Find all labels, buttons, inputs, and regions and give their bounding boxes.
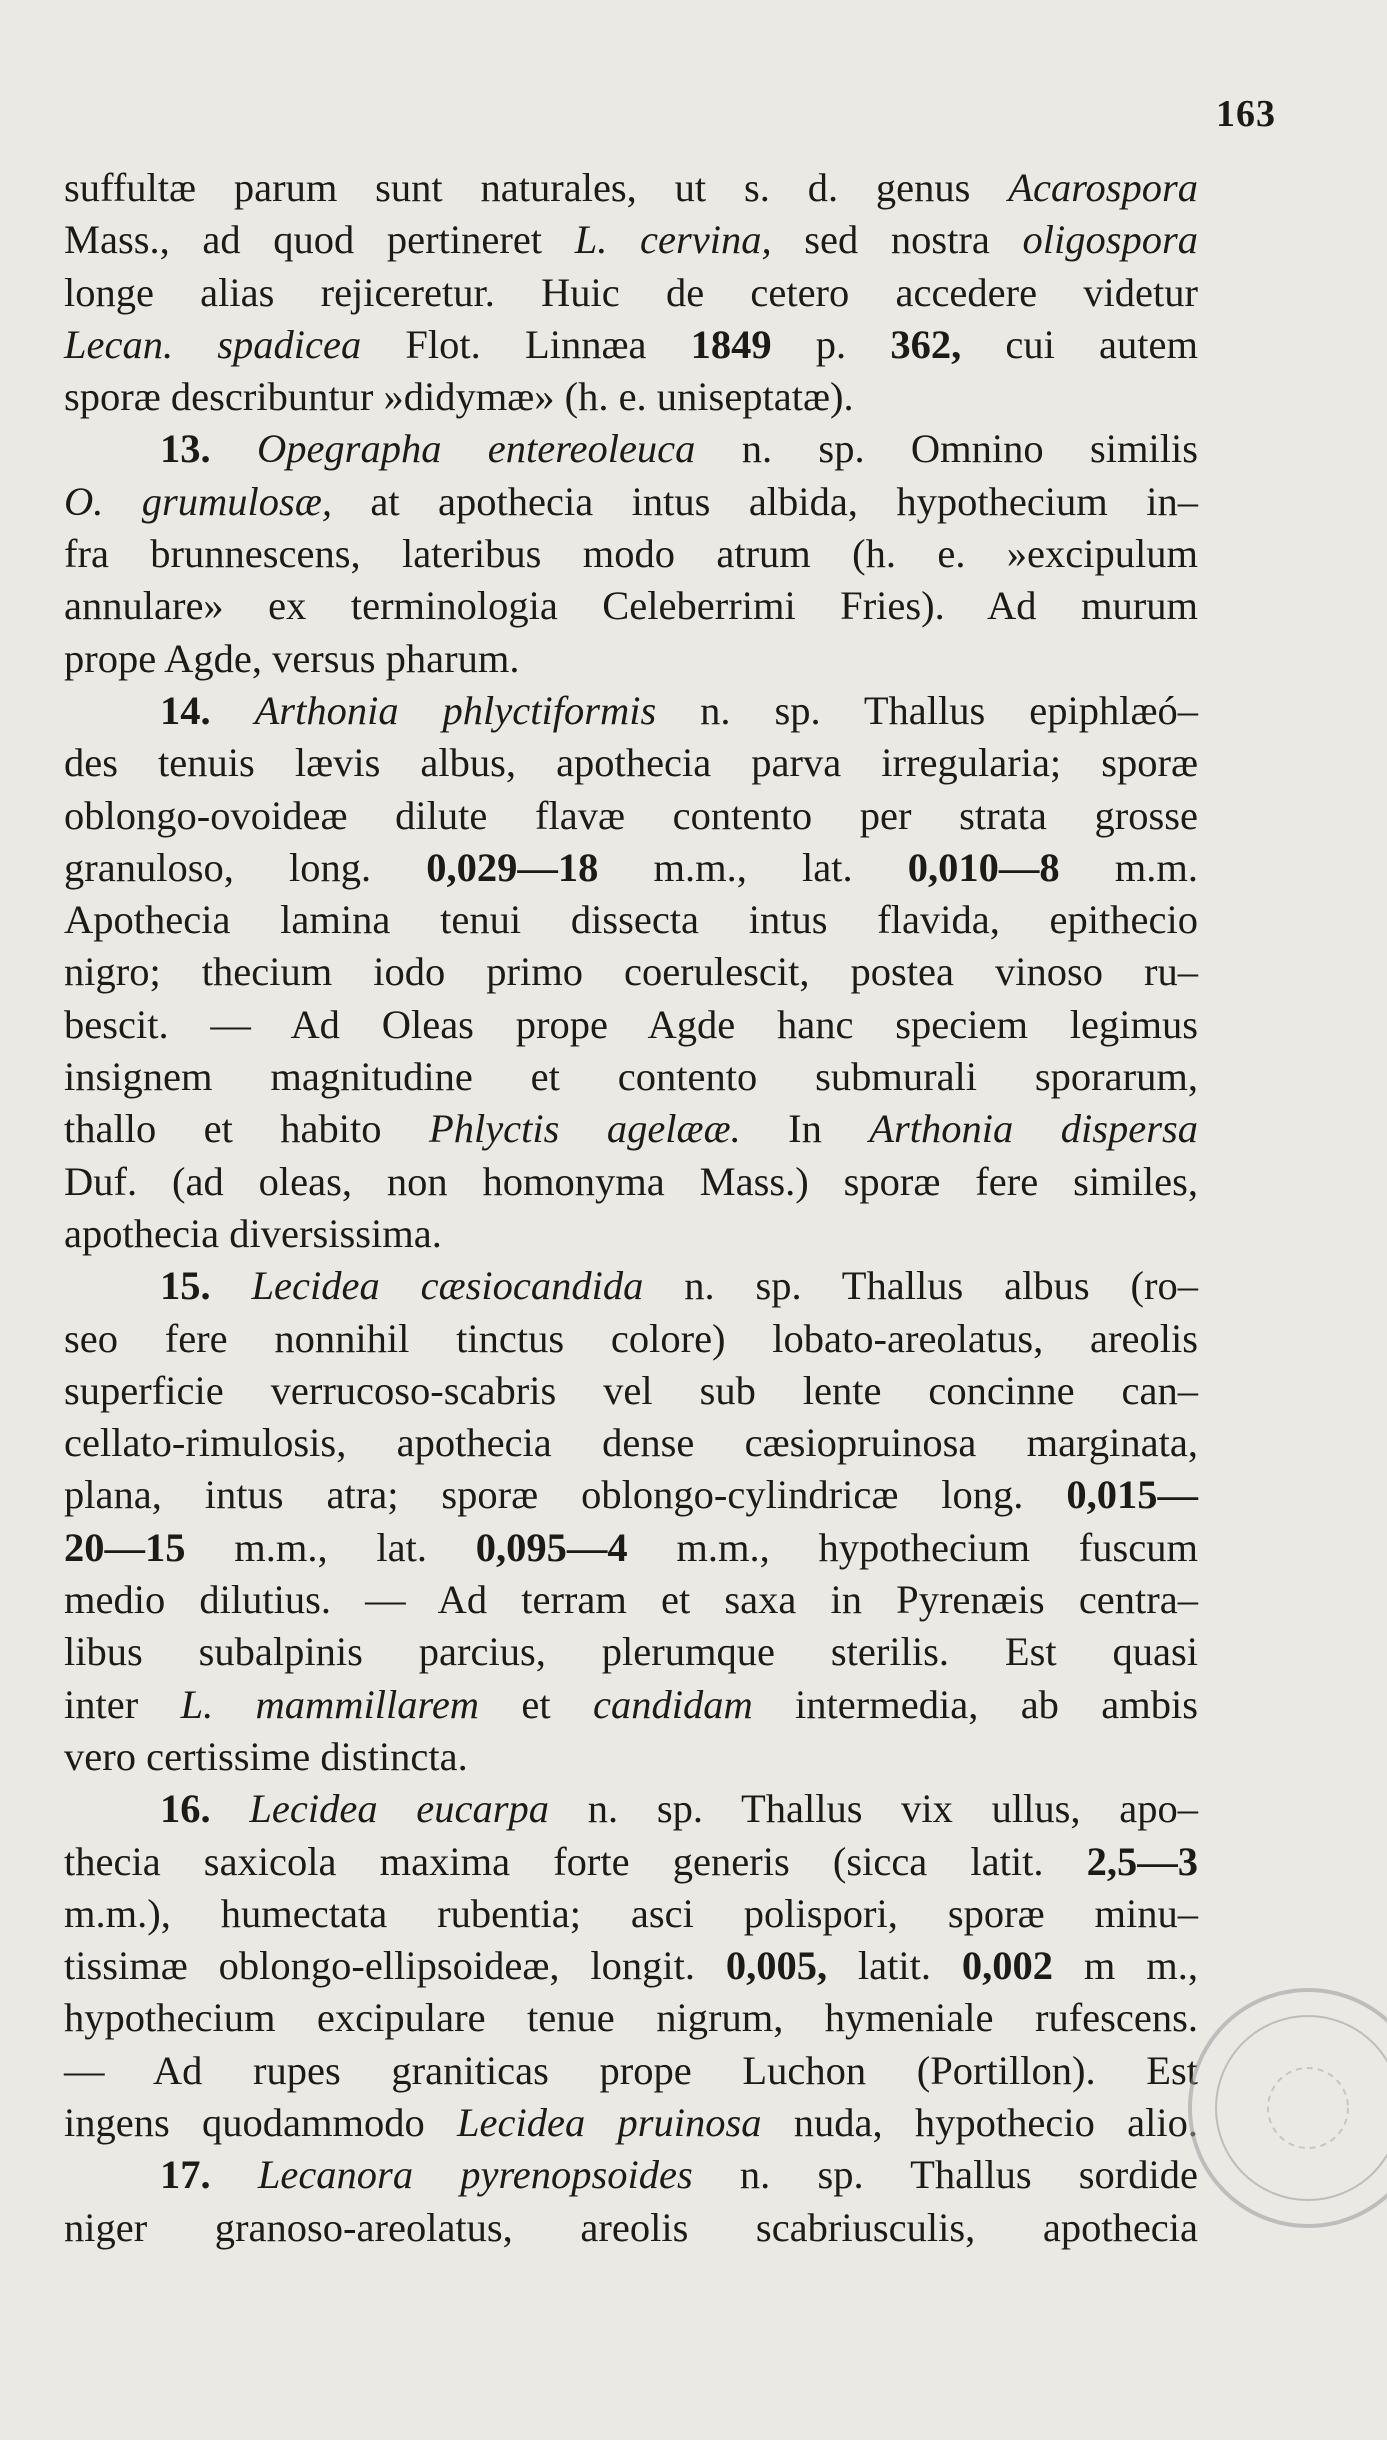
text-run: superficie verrucoso-scabris vel sub lente concinne can–	[64, 1367, 1198, 1413]
bold-number: 0,005,	[725, 1943, 828, 1989]
text-run: Apothecia lamina tenui dissecta intus flavida, epithecio	[64, 897, 1198, 943]
text-run: m m.,	[1053, 1943, 1198, 1989]
text-line	[64, 737, 1198, 789]
text-run: n. sp. Thallus albus (ro–	[643, 1263, 1198, 1309]
text-run: sed nostra	[771, 217, 1023, 263]
text-line	[64, 1051, 1198, 1103]
text-run: nuda, hypothecio alio.	[761, 2099, 1198, 2145]
text-run: apothecia diversissima.	[64, 1210, 442, 1256]
italic-text: Lecidea cæsiocandida	[251, 1263, 644, 1309]
text-run: n. sp. Omnino similis	[695, 426, 1198, 472]
text-line	[64, 1417, 1198, 1469]
italic-text: Acarospora	[1008, 165, 1198, 210]
text-line	[64, 1313, 1198, 1365]
italic-text: candidam	[592, 1681, 753, 1727]
text-line	[64, 2149, 1198, 2201]
text-line	[64, 2045, 1198, 2097]
body-text	[64, 162, 1198, 2254]
text-run: Duf. (ad oleas, non homonyma Mass.) sporæ fere similes,	[64, 1158, 1198, 1204]
text-run: et	[479, 1681, 593, 1727]
text-line	[64, 162, 1198, 214]
text-line	[64, 790, 1198, 842]
text-line	[64, 1365, 1198, 1417]
text-run: m.m.	[1059, 844, 1198, 890]
bold-number: 362,	[890, 321, 962, 367]
text-line	[64, 1208, 1198, 1260]
text-run: m.m., hypothecium fuscum	[627, 1524, 1198, 1570]
text-run: inter	[64, 1681, 181, 1727]
text-run: ingens quodammodo	[64, 2099, 458, 2145]
text-run: longe alias rejiceretur. Huic de cetero accedere videtur	[64, 269, 1198, 315]
text-run: n. sp. Thallus epiphlæó–	[656, 687, 1198, 733]
text-line	[64, 1260, 1198, 1312]
italic-text: Phlyctis agelææ.	[428, 1106, 741, 1152]
text-run: niger granoso-areolatus, areolis scabriusculis, apothecia	[64, 2204, 1198, 2250]
text-run: libus subalpinis parcius, plerumque sterilis. Est quasi	[64, 1629, 1198, 1675]
text-run: sporæ describuntur »didymæ» (h. e. uniseptatæ).	[64, 374, 854, 420]
text-line	[64, 2097, 1198, 2149]
bold-number: 15.	[160, 1263, 211, 1309]
text-run	[211, 1786, 250, 1831]
text-run: nigro; thecium iodo primo coerulescit, postea vinoso ru–	[64, 949, 1198, 995]
library-stamp-icon	[1178, 1978, 1387, 2238]
text-run: thallo et habito	[64, 1106, 429, 1152]
bold-number: 0,010—8	[907, 844, 1060, 890]
bold-number: 16.	[160, 1786, 211, 1832]
bold-number: 20—15	[64, 1524, 186, 1570]
bold-number: 0,095—4	[475, 1524, 628, 1570]
text-line	[64, 1731, 1198, 1783]
bold-number: 17.	[160, 2152, 211, 2198]
text-run: prope Agde, versus pharum.	[64, 635, 520, 681]
text-line	[64, 423, 1198, 475]
text-line	[64, 842, 1198, 894]
text-line	[64, 1156, 1198, 1208]
text-run: n. sp. Thallus vix ullus, apo–	[549, 1786, 1199, 1832]
bold-number: 0,002	[961, 1943, 1054, 1989]
italic-text: Arthonia dispersa	[869, 1106, 1198, 1152]
text-line	[64, 476, 1198, 528]
text-line	[64, 2202, 1198, 2254]
text-run: bescit. — Ad Oleas prope Agde hanc speciem legimus	[64, 1001, 1198, 1047]
text-run: suffultæ parum sunt naturales, ut s. d. genus	[64, 165, 1009, 210]
text-line	[64, 946, 1198, 998]
text-run: n. sp. Thallus sordide	[692, 2152, 1199, 2198]
text-run: Flot. Linnæa	[361, 321, 691, 367]
text-run	[211, 688, 255, 733]
text-run	[211, 1263, 252, 1308]
bold-number: 1849	[690, 321, 772, 367]
bold-number: 0,029—18	[426, 844, 599, 890]
text-line	[64, 319, 1198, 371]
text-line	[64, 1940, 1198, 1992]
text-run: — Ad rupes graniticas prope Luchon (Portillon). Est	[64, 2047, 1198, 2093]
bold-number: 0,015—	[1066, 1472, 1198, 1518]
text-line	[64, 1679, 1198, 1731]
italic-text: L. cervina,	[574, 217, 772, 263]
text-run: Mass., ad quod pertineret	[64, 217, 575, 263]
text-run: des tenuis lævis albus, apothecia parva irregularia; sporæ	[64, 740, 1198, 786]
italic-text: Opegrapha entereoleuca	[256, 426, 696, 472]
text-line	[64, 894, 1198, 946]
text-run: In	[740, 1106, 870, 1152]
bold-number: 14.	[160, 687, 211, 733]
text-line	[64, 371, 1198, 423]
text-run: m.m., lat.	[185, 1524, 476, 1570]
italic-text: Lecan. spadicea	[64, 321, 362, 367]
text-line	[64, 1522, 1198, 1574]
italic-text: L. mammillarem	[180, 1681, 480, 1727]
text-run: intermedia, ab ambis	[752, 1681, 1198, 1727]
italic-text: Lecanora pyrenopsoides	[257, 2152, 693, 2198]
bold-number: 2,5—3	[1086, 1838, 1198, 1884]
text-line	[64, 1574, 1198, 1626]
text-line	[64, 685, 1198, 737]
italic-text: Lecidea eucarpa	[249, 1786, 550, 1832]
text-line	[64, 1783, 1198, 1835]
text-run: vero certissime distincta.	[64, 1733, 468, 1779]
text-run: m.m.), humectata rubentia; asci polispori, sporæ minu–	[64, 1890, 1198, 1936]
page-number: 163	[1216, 93, 1276, 135]
text-line	[64, 528, 1198, 580]
text-run	[211, 426, 257, 471]
text-run: m.m., lat.	[598, 844, 908, 890]
italic-text: Lecidea pruinosa	[457, 2099, 762, 2145]
text-run: insignem magnitudine et contento submurali sporarum,	[64, 1054, 1198, 1100]
text-run: fra brunnescens, lateribus modo atrum (h. e. »excipulum	[64, 531, 1198, 577]
text-run: tissimæ oblongo-ellipsoideæ, longit.	[64, 1943, 726, 1989]
italic-text: oligospora	[1022, 217, 1198, 263]
text-run: plana, intus atra; sporæ oblongo-cylindricæ long.	[64, 1472, 1067, 1518]
text-run: annulare» ex terminologia Celeberrimi Fries). Ad murum	[64, 583, 1198, 629]
text-line	[64, 1103, 1198, 1155]
italic-text: O. grumulosæ,	[64, 478, 332, 524]
text-run: seo fere nonnihil tinctus colore) lobato-areolatus, areolis	[64, 1315, 1198, 1361]
text-run: cellato-rimulosis, apothecia dense cæsiopruinosa marginata,	[64, 1420, 1198, 1466]
text-line	[64, 1469, 1198, 1521]
text-line	[64, 633, 1198, 685]
text-line	[64, 267, 1198, 319]
text-run: granuloso, long.	[64, 844, 427, 890]
text-line	[64, 1836, 1198, 1888]
text-line	[64, 580, 1198, 632]
text-line	[64, 1992, 1198, 2044]
text-run	[211, 2152, 258, 2197]
text-run: p.	[771, 321, 891, 367]
text-run: latit.	[827, 1943, 962, 1989]
text-run: hypothecium excipulare tenue nigrum, hymeniale rufescens.	[64, 1995, 1198, 2041]
text-line	[64, 214, 1198, 266]
bold-number: 13.	[160, 426, 211, 472]
text-run: thecia saxicola maxima forte generis (sicca latit.	[64, 1838, 1087, 1884]
text-run: cui autem	[961, 321, 1198, 367]
text-run: medio dilutius. — Ad terram et saxa in Pyrenæis centra–	[64, 1577, 1198, 1623]
italic-text: Arthonia phlyctiformis	[254, 687, 657, 733]
text-run: oblongo-ovoideæ dilute flavæ contento per strata grosse	[64, 792, 1198, 838]
text-line	[64, 1888, 1198, 1940]
text-line	[64, 1626, 1198, 1678]
text-run: at apothecia intus albida, hypothecium in–	[331, 478, 1198, 524]
text-line	[64, 999, 1198, 1051]
